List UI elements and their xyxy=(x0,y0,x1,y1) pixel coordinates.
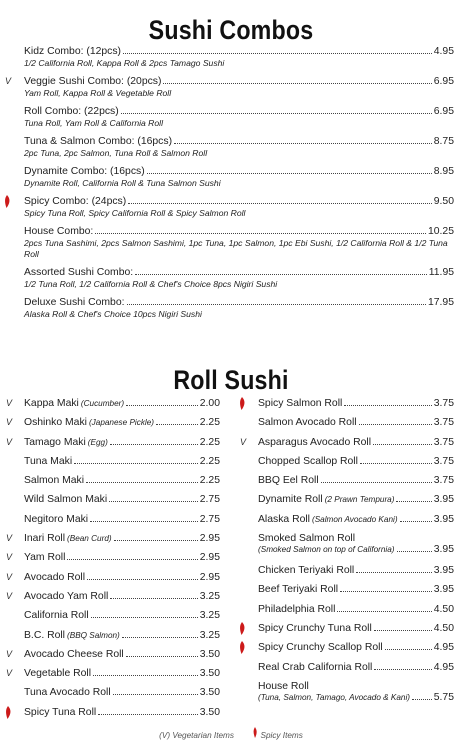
combo-item xyxy=(24,296,454,320)
roll-price: 3.75 xyxy=(433,475,454,487)
roll-name: Tamago Maki xyxy=(24,436,86,448)
roll-price: 3.25 xyxy=(199,629,220,641)
roll-name: Kappa Maki xyxy=(24,398,79,409)
dot-leader xyxy=(74,463,198,464)
roll-price: 4.50 xyxy=(433,622,454,634)
dot-leader xyxy=(174,143,432,144)
roll-line xyxy=(24,629,220,642)
dot-leader xyxy=(87,579,198,580)
roll-price: 2.25 xyxy=(199,455,220,467)
combo-line xyxy=(24,105,454,118)
roll-price: 3.95 xyxy=(433,513,454,525)
roll-item xyxy=(240,436,454,455)
roll-line xyxy=(258,641,454,654)
roll-line xyxy=(258,583,454,596)
roll-name: Avocado Cheese Roll xyxy=(24,648,124,660)
roll-line xyxy=(258,622,454,635)
vegetarian-mark: V xyxy=(6,398,13,408)
roll-price: 3.50 xyxy=(199,668,220,680)
roll-name: Real Crab California Roll xyxy=(258,661,373,673)
chili-pepper-icon xyxy=(238,641,246,658)
roll-line xyxy=(24,416,220,429)
roll-item xyxy=(24,513,220,532)
combo-line xyxy=(24,45,454,58)
combo-description: 2pc Tuna, 2pc Salmon, Tuna Roll & Salmon Roll xyxy=(24,148,208,158)
roll-line xyxy=(258,532,454,545)
roll-item xyxy=(258,455,454,474)
combo-description: 2pcs Tuna Sashimi, 2pcs Salmon Sashimi, 1pc Tuna, 1pc Salmon, 1pc Ebi Sushi, 1/2 California Roll & 1/2 Tuna Roll xyxy=(24,238,448,259)
roll-name: Smoked Salmon Roll xyxy=(258,533,356,545)
combo-price: 11.95 xyxy=(428,267,454,278)
vegetarian-mark: V xyxy=(6,648,13,659)
roll-price: 2.75 xyxy=(199,494,220,506)
roll-price: 3.50 xyxy=(199,648,220,660)
combo-name: House Combo: xyxy=(24,226,94,237)
vegetarian-mark: V xyxy=(5,76,12,86)
dot-leader xyxy=(114,540,198,541)
roll-item xyxy=(6,436,220,455)
roll-line xyxy=(258,564,454,577)
roll-line xyxy=(258,493,454,506)
combo-name: Roll Combo: (22pcs) xyxy=(24,106,119,117)
roll-item xyxy=(258,583,454,602)
roll-price: 3.75 xyxy=(433,436,454,448)
combo-description: Spicy Tuna Roll, Spicy California Roll & Spicy Salmon Roll xyxy=(24,208,246,218)
combo-item xyxy=(24,135,454,159)
combo-name: Veggie Sushi Combo: (20pcs) xyxy=(24,76,162,87)
dot-leader xyxy=(373,444,432,445)
roll-item xyxy=(6,667,220,686)
vegetarian-mark: V xyxy=(6,552,13,563)
roll-name: Inari Roll xyxy=(24,533,65,545)
roll-line xyxy=(258,661,454,674)
roll-note: (Egg) xyxy=(87,437,108,447)
roll-item xyxy=(258,622,454,641)
combo-name: Deluxe Sushi Combo: xyxy=(24,297,125,308)
roll-name: Spicy Crunchy Tuna Roll xyxy=(258,622,372,634)
roll-price: 5.75 xyxy=(433,691,454,703)
vegetarian-mark: V xyxy=(240,436,247,447)
dot-leader xyxy=(121,113,432,114)
roll-name: B.C. Roll xyxy=(24,629,65,641)
dot-leader xyxy=(95,233,426,234)
dot-leader xyxy=(110,598,197,599)
roll-name: Avocado Yam Roll xyxy=(24,590,109,602)
roll-line xyxy=(24,436,220,449)
roll-name: Spicy Salmon Roll xyxy=(258,398,343,409)
roll-item xyxy=(258,603,454,622)
roll-line xyxy=(24,667,220,680)
roll-line xyxy=(24,609,220,622)
roll-name: Dynamite Roll xyxy=(258,494,323,506)
dot-leader xyxy=(86,482,198,483)
dot-leader xyxy=(412,699,432,700)
combo-item xyxy=(24,266,454,290)
dot-leader xyxy=(126,405,198,406)
roll-line xyxy=(24,474,220,487)
roll-price: 4.95 xyxy=(433,661,454,673)
combo-item xyxy=(24,225,454,260)
vegetarian-mark: V xyxy=(6,668,13,679)
roll-line xyxy=(258,416,454,429)
roll-name: Vegetable Roll xyxy=(24,668,92,680)
roll-name: Asparagus Avocado Roll xyxy=(258,436,372,448)
roll-line xyxy=(24,493,220,506)
combo-price: 9.50 xyxy=(433,196,454,207)
roll-name: Chopped Scallop Roll xyxy=(258,455,358,467)
roll-line xyxy=(258,436,454,449)
roll-item xyxy=(258,532,454,564)
legend-vegetarian: (V) Vegetarian Items xyxy=(159,731,234,740)
roll-item xyxy=(258,641,454,660)
combo-name: Tuna & Salmon Combo: (16pcs) xyxy=(24,136,173,147)
roll-item xyxy=(24,706,220,725)
roll-note-line xyxy=(258,693,454,703)
vegetarian-mark: V xyxy=(6,571,13,582)
combo-line xyxy=(24,75,454,88)
roll-item xyxy=(258,661,454,680)
roll-note: (Tuna, Salmon, Tamago, Avocado & Kani) xyxy=(258,692,411,702)
dot-leader xyxy=(156,424,198,425)
roll-note: (Cucumber) xyxy=(80,399,125,408)
dot-leader xyxy=(397,551,432,552)
combo-line xyxy=(24,165,454,178)
roll-item xyxy=(24,686,220,705)
combo-name: Assorted Sushi Combo: xyxy=(24,267,134,278)
roll-price: 2.00 xyxy=(199,398,220,409)
roll-price: 3.95 xyxy=(433,544,454,556)
vegetarian-mark: V xyxy=(6,533,13,544)
roll-name: Tuna Maki xyxy=(24,455,73,467)
roll-item xyxy=(24,474,220,493)
vegetarian-mark: V xyxy=(6,417,13,428)
dot-leader xyxy=(344,405,431,406)
roll-name: BBQ Eel Roll xyxy=(258,475,319,487)
roll-line xyxy=(258,474,454,487)
vegetarian-mark: V xyxy=(6,436,13,447)
roll-line xyxy=(24,706,220,719)
roll-item xyxy=(6,590,220,609)
dot-leader xyxy=(122,637,198,638)
roll-name: Salmon Avocado Roll xyxy=(258,417,357,429)
roll-price: 3.75 xyxy=(433,455,454,467)
roll-note: (Salmon Avocado Kani) xyxy=(311,514,398,524)
roll-item xyxy=(258,416,454,435)
roll-line xyxy=(24,590,220,603)
combo-item xyxy=(24,45,454,69)
roll-line xyxy=(24,397,220,410)
combo-line xyxy=(24,195,454,208)
dot-leader xyxy=(67,559,197,560)
dot-leader xyxy=(91,617,198,618)
dot-leader xyxy=(163,83,431,84)
dot-leader xyxy=(93,675,198,676)
roll-item xyxy=(6,648,220,667)
legend xyxy=(0,727,462,740)
roll-name: Spicy Tuna Roll xyxy=(24,706,97,718)
combo-name: Kidz Combo: (12pcs) xyxy=(24,46,122,57)
roll-name: Oshinko Maki xyxy=(24,417,87,429)
combo-line xyxy=(24,135,454,148)
combo-price: 6.95 xyxy=(433,106,454,117)
dot-leader xyxy=(340,591,432,592)
roll-item xyxy=(258,564,454,583)
dot-leader xyxy=(396,501,431,502)
roll-name: Beef Teriyaki Roll xyxy=(258,584,339,596)
combo-price: 4.95 xyxy=(433,46,454,57)
combo-line xyxy=(24,266,454,279)
dot-leader xyxy=(374,630,432,631)
dot-leader xyxy=(400,521,432,522)
dot-leader xyxy=(385,649,432,650)
roll-name: Wild Salmon Maki xyxy=(24,494,108,506)
roll-note: (Japanese Pickle) xyxy=(88,418,155,428)
combos-list xyxy=(5,45,454,326)
roll-item xyxy=(258,493,454,512)
roll-price: 2.25 xyxy=(199,417,220,429)
roll-line xyxy=(24,648,220,661)
roll-name: Yam Roll xyxy=(24,552,66,564)
roll-price: 4.50 xyxy=(433,603,454,615)
chili-pepper-icon xyxy=(238,622,246,639)
combo-price: 10.25 xyxy=(427,226,454,237)
roll-price: 3.95 xyxy=(433,565,454,577)
roll-name: Chicken Teriyaki Roll xyxy=(258,565,355,577)
roll-note: (Smoked Salmon on top of California) xyxy=(258,545,395,555)
combo-line xyxy=(24,296,454,309)
roll-line xyxy=(24,532,220,545)
roll-name: California Roll xyxy=(24,610,89,622)
dot-leader xyxy=(123,53,432,54)
roll-price: 2.95 xyxy=(199,552,220,564)
combo-description: 1/2 California Roll, Kappa Roll & 2pcs Tamago Sushi xyxy=(24,58,225,68)
combo-description: Tuna Roll, Yam Roll & California Roll xyxy=(24,118,163,128)
roll-name: Philadelphia Roll xyxy=(258,603,336,615)
combo-name: Dynamite Combo: (16pcs) xyxy=(24,166,145,177)
roll-price: 3.95 xyxy=(433,584,454,596)
combo-price: 8.95 xyxy=(433,166,454,177)
combo-item xyxy=(5,75,454,99)
combo-price: 8.75 xyxy=(433,136,454,147)
dot-leader xyxy=(90,521,198,522)
roll-item xyxy=(24,455,220,474)
roll-price: 2.25 xyxy=(199,436,220,448)
dot-leader xyxy=(98,714,198,715)
roll-item xyxy=(6,551,220,570)
roll-note-line xyxy=(258,545,454,555)
vegetarian-mark: V xyxy=(6,590,13,601)
roll-price: 2.95 xyxy=(199,533,220,545)
chili-pepper-icon xyxy=(238,397,246,414)
roll-price: 2.25 xyxy=(199,475,220,487)
roll-line xyxy=(24,455,220,468)
dot-leader xyxy=(321,482,432,483)
dot-leader xyxy=(356,572,432,573)
roll-item xyxy=(24,629,220,648)
roll-name: Spicy Crunchy Scallop Roll xyxy=(258,642,383,654)
roll-item xyxy=(258,474,454,493)
roll-name: Negitoro Maki xyxy=(24,513,89,525)
roll-price: 3.25 xyxy=(199,610,220,622)
roll-name: Avocado Roll xyxy=(24,571,86,583)
roll-note: (2 Prawn Tempura) xyxy=(324,495,395,505)
roll-line xyxy=(24,513,220,526)
dot-leader xyxy=(126,656,198,657)
dot-leader xyxy=(110,444,198,445)
roll-price: 3.50 xyxy=(199,687,220,699)
rolls-left-column xyxy=(6,397,220,725)
dot-leader xyxy=(109,501,198,502)
roll-item xyxy=(258,680,454,712)
roll-line xyxy=(24,551,220,564)
roll-price: 3.95 xyxy=(433,494,454,506)
combo-item xyxy=(24,165,454,189)
dot-leader xyxy=(113,694,198,695)
roll-price: 4.95 xyxy=(433,642,454,654)
roll-line xyxy=(258,513,454,526)
combo-name: Spicy Combo: (24pcs) xyxy=(24,196,127,207)
roll-item xyxy=(6,416,220,435)
roll-name: Alaska Roll xyxy=(258,513,310,525)
roll-item xyxy=(24,493,220,512)
roll-item xyxy=(6,532,220,551)
dot-leader xyxy=(128,203,432,204)
chili-pepper-icon xyxy=(252,727,258,738)
sushi-combos-title: Sushi Combos xyxy=(148,15,314,45)
dot-leader xyxy=(135,274,427,275)
dot-leader xyxy=(360,463,432,464)
combo-item xyxy=(24,195,454,219)
roll-item xyxy=(258,513,454,532)
dot-leader xyxy=(147,173,432,174)
dot-leader xyxy=(374,669,431,670)
roll-price: 2.75 xyxy=(199,513,220,525)
roll-price: 3.75 xyxy=(433,417,454,429)
combo-item xyxy=(24,105,454,129)
roll-line xyxy=(258,397,454,410)
legend-spicy: Spicy Items xyxy=(252,731,303,740)
roll-item xyxy=(258,397,454,416)
roll-note: (BBQ Salmon) xyxy=(67,630,120,640)
dot-leader xyxy=(337,611,431,612)
roll-name: Tuna Avocado Roll xyxy=(24,687,111,699)
roll-item xyxy=(24,609,220,628)
roll-name: House Roll xyxy=(258,680,309,692)
rolls-right-column xyxy=(240,397,454,712)
roll-name: Salmon Maki xyxy=(24,475,85,487)
roll-price: 3.50 xyxy=(199,706,220,718)
chili-pepper-icon xyxy=(4,706,12,723)
roll-item xyxy=(6,397,220,416)
roll-note: (Bean Curd) xyxy=(67,534,112,544)
roll-line xyxy=(24,686,220,699)
roll-item xyxy=(6,571,220,590)
chili-pepper-icon xyxy=(3,195,11,212)
dot-leader xyxy=(127,304,426,305)
roll-price: 3.25 xyxy=(199,590,220,602)
roll-line xyxy=(258,603,454,616)
combo-price: 17.95 xyxy=(427,297,454,308)
roll-line xyxy=(258,680,454,693)
combo-line xyxy=(24,225,454,238)
dot-leader xyxy=(359,424,432,425)
roll-line xyxy=(24,571,220,584)
combo-description: Alaska Roll & Chef's Choice 10pcs Nigiri Sushi xyxy=(24,309,202,319)
roll-line xyxy=(258,455,454,468)
roll-price: 2.95 xyxy=(199,571,220,583)
roll-sushi-title: Roll Sushi xyxy=(173,365,289,395)
combo-price: 6.95 xyxy=(433,76,454,87)
combo-description: Yam Roll, Kappa Roll & Vegetable Roll xyxy=(24,88,172,98)
roll-price: 3.75 xyxy=(433,398,454,409)
combo-description: Dynamite Roll, California Roll & Tuna Salmon Sushi xyxy=(24,178,221,188)
combo-description: 1/2 Tuna Roll, 1/2 California Roll & Chef's Choice 8pcs Nigiri Sushi xyxy=(24,279,278,289)
